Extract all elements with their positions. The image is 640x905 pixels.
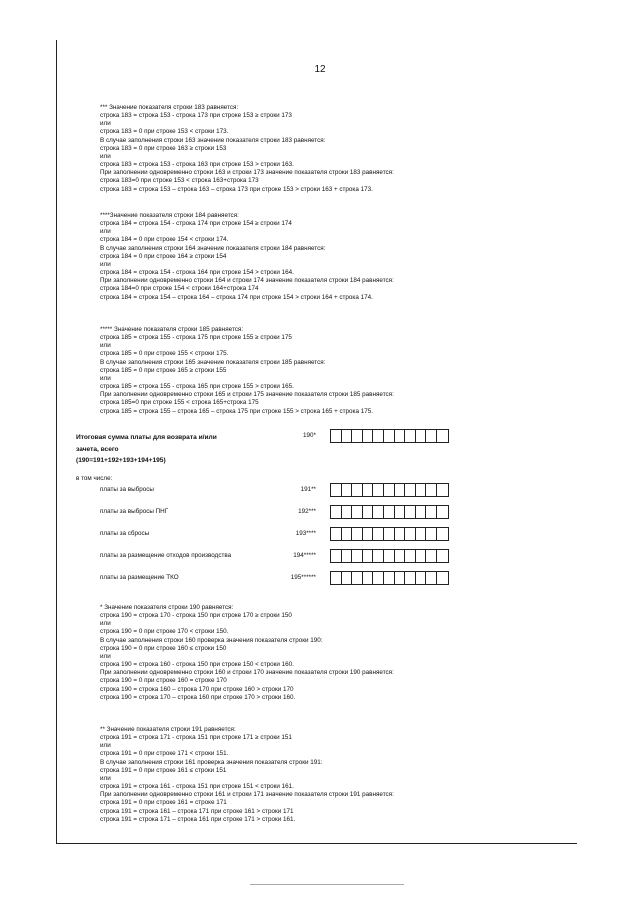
page-number: 12 (314, 64, 326, 75)
note-line: строка 183 = 0 при строке 163 ≥ строки 153 (100, 144, 227, 152)
note-line: строка 184 = строка 154 - строка 164 при строке 154 > строки 164. (100, 269, 294, 277)
digit-cell[interactable] (342, 506, 353, 518)
breakdown-row-code: 192*** (298, 508, 316, 515)
total-label-line1: Итоговая сумма платы для возврата и/или (76, 434, 217, 441)
digit-cell[interactable] (352, 572, 363, 584)
note-line: строка 183 = строка 153 - строка 173 при строке 153 ≥ строки 173 (100, 112, 292, 120)
digit-cell[interactable] (395, 550, 406, 562)
digit-cell[interactable] (331, 528, 342, 540)
breakdown-row-code: 194***** (293, 552, 316, 559)
digit-cell[interactable] (416, 506, 427, 518)
note-line: ** Значение показателя строки 191 равняется: (100, 726, 236, 733)
note-line: или (100, 742, 111, 750)
note-line: При заполнении одновременно строки 164 и строки 174 значение показателя строки 184 равняется: (100, 277, 394, 285)
digit-cell[interactable] (437, 430, 448, 442)
digit-cell[interactable] (437, 550, 448, 562)
digit-cell[interactable] (405, 506, 416, 518)
note-line: В случае заполнения строки 165 значение показателя строки 185 равняется: (100, 358, 326, 366)
note-line: строка 190 = строка 170 - строка 150 при строке 170 ≥ строки 150 (100, 612, 292, 620)
digit-cell[interactable] (331, 506, 342, 518)
digit-cell[interactable] (405, 550, 416, 562)
digit-cell[interactable] (373, 528, 384, 540)
breakdown-row-label: платы за выбросы ПНГ (100, 508, 169, 515)
note-line: или (100, 120, 111, 128)
digit-cell[interactable] (395, 506, 406, 518)
note-line: или (100, 652, 111, 660)
digit-cell[interactable] (373, 550, 384, 562)
digit-cell[interactable] (384, 506, 395, 518)
digit-cell[interactable] (416, 550, 427, 562)
note-block-184 (100, 212, 570, 302)
note-line: ***** Значение показателя строки 185 равняется: (100, 326, 244, 333)
note-block-191 (100, 726, 570, 824)
note-line: строка 191 = строка 161 – строка 171 при строке 161 > строки 171 (100, 807, 294, 815)
note-line: строка 191 = строка 161 - строка 151 при строке 151 < строки 161. (100, 783, 294, 791)
note-line: строка 190 = строка 160 - строка 150 при строке 150 < строки 160. (100, 661, 294, 669)
note-line: или (100, 152, 111, 160)
note-line: строка 191 = строка 171 – строка 161 при строке 171 > строки 161. (100, 815, 296, 823)
digit-cell[interactable] (426, 572, 437, 584)
digit-cell[interactable] (352, 550, 363, 562)
including-label: в том числе: (76, 475, 113, 482)
digit-cell[interactable] (395, 430, 406, 442)
digit-cell[interactable] (373, 430, 384, 442)
digit-cell[interactable] (373, 484, 384, 496)
note-line: строка 190 = строка 160 – строка 170 при строке 160 > строки 170 (100, 685, 294, 693)
digit-cell[interactable] (331, 484, 342, 496)
breakdown-row-input-cells[interactable] (330, 505, 449, 519)
note-line: строка 185=0 при строке 155 < строка 165+строка 175 (100, 399, 259, 407)
note-line: строка 184 = строка 154 – строка 164 – строка 174 при строке 154 > строки 164 + строка 174. (100, 293, 373, 301)
digit-cell[interactable] (384, 430, 395, 442)
note-line: строка 191 = строка 171 - строка 151 при строке 171 ≥ строки 151 (100, 734, 292, 742)
note-line: или (100, 620, 111, 628)
breakdown-row-label: платы за размещение ТКО (100, 574, 179, 581)
note-line: При заполнении одновременно строки 160 и строки 170 значение показателя строки 190 равняется: (100, 669, 394, 677)
digit-cell[interactable] (342, 550, 353, 562)
note-line: или (100, 260, 111, 268)
note-line: строка 190 = 0 при строке 160 = строке 170 (100, 677, 227, 685)
breakdown-row-label: платы за размещение отходов производства (100, 552, 232, 559)
digit-cell[interactable] (342, 528, 353, 540)
note-line: При заполнении одновременно строки 163 и строки 173 значение показателя строки 183 равняется: (100, 169, 394, 177)
digit-cell[interactable] (416, 528, 427, 540)
digit-cell[interactable] (405, 528, 416, 540)
note-line: * Значение показателя строки 190 равняется: (100, 604, 234, 611)
breakdown-row-label: платы за сбросы (100, 530, 150, 537)
note-line: В случае заполнения строки 160 проверка значения показателя строки 190: (100, 636, 323, 644)
breakdown-row-input-cells[interactable] (330, 549, 449, 563)
note-line: или (100, 774, 111, 782)
digit-cell[interactable] (331, 572, 342, 584)
digit-cell[interactable] (426, 484, 437, 496)
digit-cell[interactable] (352, 506, 363, 518)
note-line: строка 185 = строка 155 - строка 165 при строке 155 > строки 165. (100, 383, 294, 391)
note-line: строка 190 = 0 при строке 170 < строки 150. (100, 628, 229, 636)
digit-cell[interactable] (426, 506, 437, 518)
digit-cell[interactable] (363, 506, 374, 518)
total-code: 190* (303, 432, 316, 439)
digit-cell[interactable] (395, 572, 406, 584)
note-line: строка 183 = 0 при строке 153 < строки 173. (100, 128, 229, 136)
note-line: В случае заполнения строки 161 проверка значения показателя строки 191: (100, 758, 323, 766)
note-line: строка 184 = 0 при строке 154 < строки 174. (100, 236, 229, 244)
breakdown-row-input-cells[interactable] (330, 571, 449, 585)
digit-cell[interactable] (342, 484, 353, 496)
digit-cell[interactable] (363, 528, 374, 540)
note-line: или (100, 374, 111, 382)
digit-cell[interactable] (437, 528, 448, 540)
note-line: строка 185 = строка 155 – строка 165 – строка 175 при строке 155 > строка 165 + строка 175. (100, 407, 373, 415)
digit-cell[interactable] (352, 430, 363, 442)
digit-cell[interactable] (384, 528, 395, 540)
digit-cell[interactable] (363, 572, 374, 584)
digit-cell[interactable] (426, 528, 437, 540)
digit-cell[interactable] (373, 572, 384, 584)
breakdown-row-code: 195****** (290, 574, 316, 581)
note-line: строка 191 = 0 при строке 161 ≤ строки 151 (100, 766, 227, 774)
bottom-divider (250, 884, 404, 885)
digit-cell[interactable] (331, 550, 342, 562)
note-line: строка 190 = 0 при строке 160 ≤ строки 150 (100, 644, 227, 652)
note-line: ****Значение показателя строки 184 равняется: (100, 212, 239, 219)
note-line: строка 191 = 0 при строке 161 = строке 171 (100, 799, 227, 807)
breakdown-row-code: 191** (300, 486, 316, 493)
digit-cell[interactable] (342, 572, 353, 584)
digit-cell[interactable] (437, 572, 448, 584)
digit-cell[interactable] (416, 572, 427, 584)
total-input-cells[interactable] (330, 429, 449, 443)
digit-cell[interactable] (363, 430, 374, 442)
digit-cell[interactable] (331, 430, 342, 442)
digit-cell[interactable] (395, 484, 406, 496)
note-block-185 (100, 326, 570, 416)
digit-cell[interactable] (426, 430, 437, 442)
digit-cell[interactable] (373, 506, 384, 518)
total-label (76, 432, 276, 467)
breakdown-row-input-cells[interactable] (330, 483, 449, 497)
total-label-line3: (190=191+192+193+194+195) (76, 457, 166, 464)
note-line: или (100, 228, 111, 236)
digit-cell[interactable] (426, 550, 437, 562)
digit-cell[interactable] (384, 550, 395, 562)
total-label-line2: зачета, всего (76, 445, 119, 453)
digit-cell[interactable] (437, 484, 448, 496)
note-line: строка 185 = 0 при строке 155 < строки 175. (100, 350, 229, 358)
digit-cell[interactable] (384, 484, 395, 496)
note-line: строка 191 = 0 при строке 171 < строки 151. (100, 750, 229, 758)
note-line: строка 184=0 при строке 154 < строки 164+строка 174 (100, 285, 259, 293)
breakdown-row-input-cells[interactable] (330, 527, 449, 541)
digit-cell[interactable] (363, 484, 374, 496)
note-line: строка 184 = 0 при строке 164 ≥ строки 154 (100, 252, 227, 260)
note-block-190 (100, 604, 570, 702)
note-line: *** Значение показателя строки 183 равняется: (100, 104, 239, 111)
note-line: В случае заполнения строки 164 значение показателя строки 184 равняется: (100, 244, 326, 252)
note-line: строка 185 = 0 при строке 165 ≥ строки 155 (100, 366, 227, 374)
digit-cell[interactable] (416, 484, 427, 496)
digit-cell[interactable] (352, 484, 363, 496)
note-line: При заполнении одновременно строки 161 и строки 171 значение показателя строки 191 равняется: (100, 791, 394, 799)
note-line: строка 183 = строка 153 - строка 163 при строке 153 > строки 163. (100, 161, 294, 169)
note-line: строка 185 = строка 155 - строка 175 при строке 155 ≥ строки 175 (100, 334, 292, 342)
note-block-183 (100, 104, 570, 194)
digit-cell[interactable] (342, 430, 353, 442)
breakdown-row-label: платы за выбросы (100, 486, 154, 493)
digit-cell[interactable] (405, 484, 416, 496)
digit-cell[interactable] (405, 430, 416, 442)
digit-cell[interactable] (416, 430, 427, 442)
digit-cell[interactable] (363, 550, 374, 562)
note-line: строка 183=0 при строке 153 < строка 163+строка 173 (100, 177, 259, 185)
digit-cell[interactable] (384, 572, 395, 584)
note-line: строка 190 = строка 170 – строка 160 при строке 170 > строки 160. (100, 693, 296, 701)
digit-cell[interactable] (405, 572, 416, 584)
note-line: строка 184 = строка 154 - строка 174 при строке 154 ≥ строки 174 (100, 220, 292, 228)
digit-cell[interactable] (437, 506, 448, 518)
note-line: строка 183 = строка 153 – строка 163 – строка 173 при строке 153 > строки 163 + строка 173. (100, 185, 373, 193)
note-line: При заполнении одновременно строки 165 и строки 175 значение показателя строки 185 равняется: (100, 391, 394, 399)
note-line: или (100, 342, 111, 350)
digit-cell[interactable] (395, 528, 406, 540)
note-line: В случае заполнения строки 163 значение показателя строки 183 равняется: (100, 136, 326, 144)
digit-cell[interactable] (352, 528, 363, 540)
breakdown-row-code: 193**** (295, 530, 316, 537)
